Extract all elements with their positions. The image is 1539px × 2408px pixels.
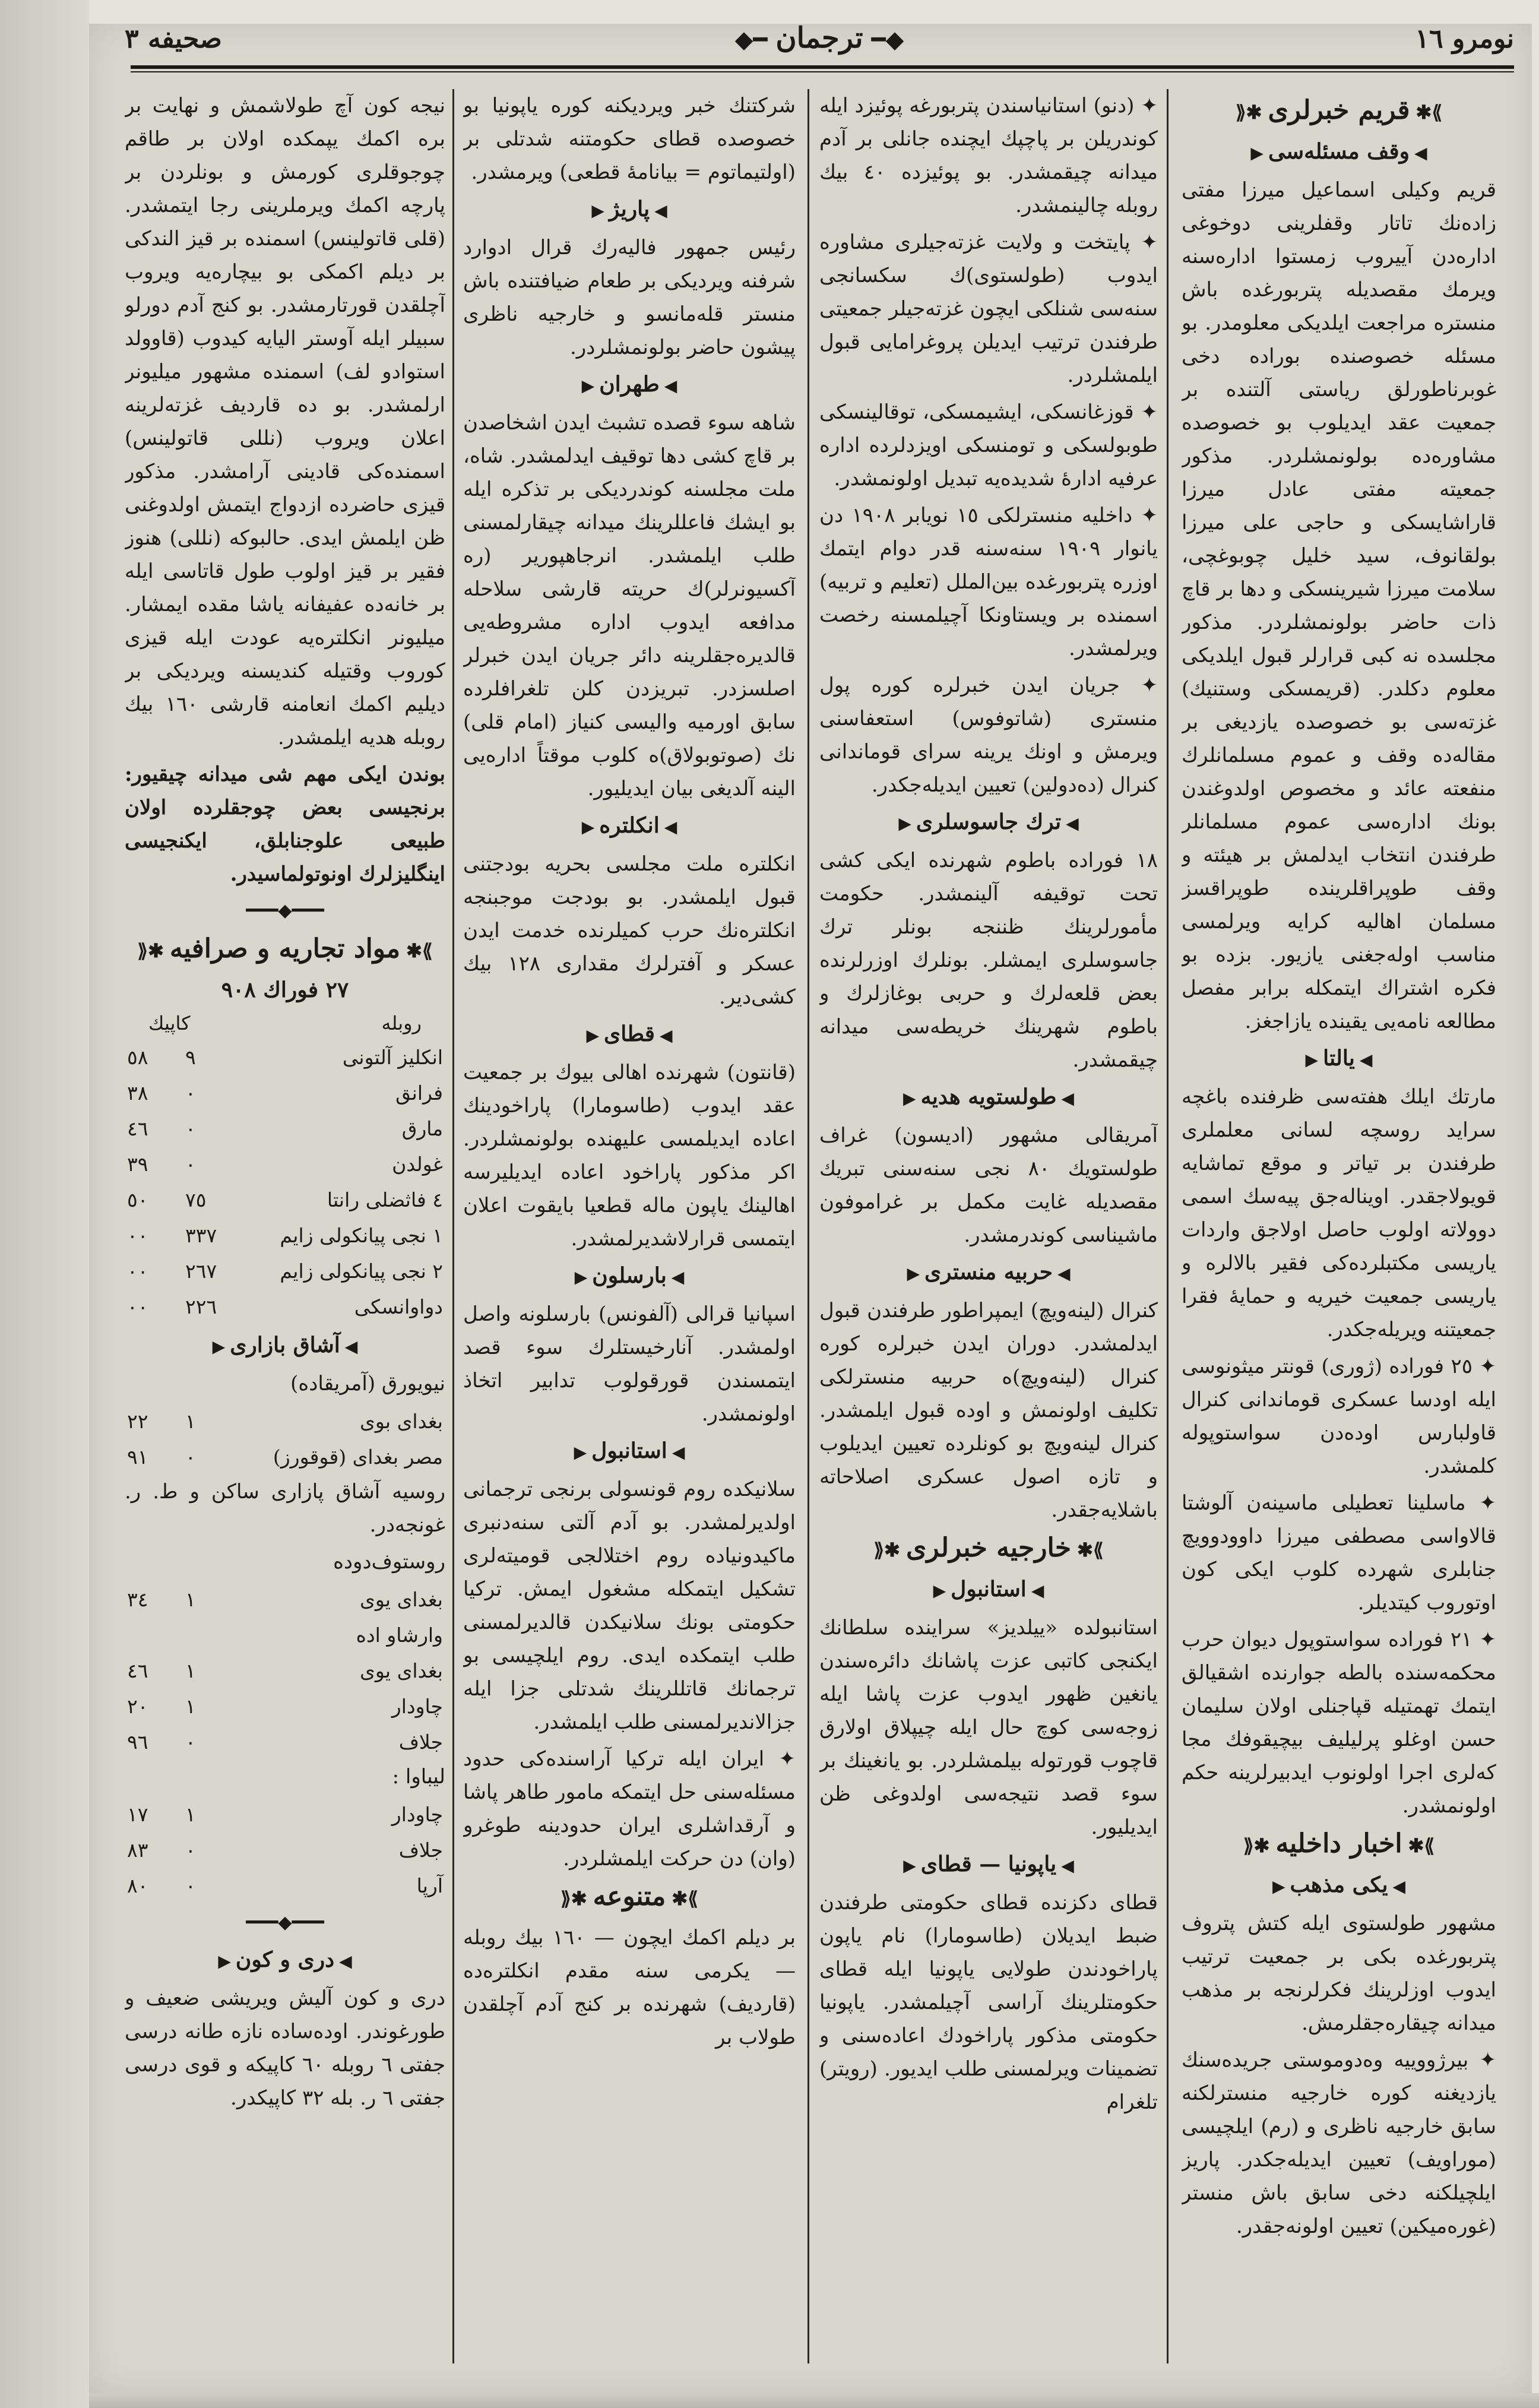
ornament-icon: ◀ bbox=[654, 201, 667, 220]
heading-text: بارسلون bbox=[592, 1263, 667, 1288]
table-row bbox=[125, 1111, 445, 1147]
news-item bbox=[819, 226, 1158, 392]
heading-text: آشاق بازاری bbox=[230, 1333, 340, 1358]
ornament-icon: ▶ bbox=[212, 1337, 226, 1356]
table-row bbox=[125, 1254, 445, 1289]
heading-text: طولستویه هدیه bbox=[920, 1084, 1057, 1109]
rate-rubles: ٠ bbox=[185, 1153, 196, 1176]
header-rule bbox=[131, 71, 1514, 72]
heading-text: مواد تجاریه و صرافیه bbox=[169, 934, 401, 964]
table-row bbox=[125, 1439, 445, 1475]
news-text: (دنو) استانیاسندن پتربورغه پوئیزد ایله کوندریلن بر پاچپك ایچنده جانلی بر آدم میدانه چیقمشدر. بو پوئیزده ٤٠ بیك روبله چالینمشدر. bbox=[819, 94, 1158, 217]
article-heading bbox=[463, 809, 796, 844]
ornament-icon: ◀ bbox=[1414, 143, 1427, 163]
column-1 bbox=[1182, 89, 1496, 2381]
heading-text: پاریژ bbox=[609, 197, 650, 222]
bullet-icon: ✦ bbox=[1468, 2048, 1496, 2072]
ornament-icon: ▶ bbox=[586, 1026, 600, 1045]
table-row bbox=[125, 1653, 445, 1689]
ornament-icon: ✱⟪ bbox=[873, 1539, 900, 1561]
grain-kopeks: ٨٠ bbox=[127, 1874, 148, 1897]
heading-text: استانبول bbox=[591, 1438, 667, 1463]
divider-ornament: ━━━◆━━━ bbox=[246, 1912, 324, 1933]
divider-ornament: ━━━◆━━━ bbox=[246, 900, 324, 921]
grain-kopeks: ٩٦ bbox=[127, 1730, 148, 1754]
bullet-icon: ✦ bbox=[1465, 1491, 1496, 1515]
article-heading bbox=[819, 1847, 1158, 1882]
article-text: قریم وکیلی اسماعیل میرزا مفتی زاده‌نك تاتار وقفلرینی دوخوغی اداره‌دن آییروب زمستوا اداره‌سنه ویرمك مقصدیله پتربورغده باش منستره مراجعت ایلدیکی معلومدر. بو مسئله خصوصنده بوراده دخی غوبرناطورلق ریاستی آلتنده بر جمعیت عقد ایدیلوب بو خصوصده مشاوره‌ده بولونمشلردر. مذکور جمعیته مفتی عادل میرزا قاراشایسکی و حاجی علی میرزا بولقانوف، سید خلیل چوبوغچی، سلامت میرزا شیرینسکی و دها بر قاچ ذات حاضر بولونمشلردر. مذکور مجلسده نه کبی قرارلر قبول ایلدیکی معلوم دکلدر. (قریمسکی وستنیك) غزته‌سی بو خصوصده یازدیغی بر مقاله‌ده وقف و عموم مسلمانلرك منفعته عائد و مخصوص اولدوغندن بونك اداره‌سی عموم مسلمانلر طرفندن انتخاب ایدلمش بر هیئته و وقف طوپراقلرینده طوپراقسز مسلمان اهالیه کرایه ویرلمسی مناسب اوله‌جغنی یازیور. بزده بو فکره اشتراك ایتمکله برابر مفصل مطالعه نامه‌یی یقینده یازاجغز. bbox=[1182, 178, 1496, 1033]
news-text: جریان ایدن خبرلره کوره پول منستری (شاتوفوس) استعفاسنی ویرمش و اونك یرینه سرای قوماندانی کنرال (ده‌دولین) تعیین ایدیله‌جکدر. bbox=[819, 673, 1158, 797]
news-text: ماسلینا تعطیلی ماسینه‌ن آلوشتا قالاواسی مصطفی میرزا داوودوویچ جنابلری شهرده کلوب ایکی کون اوتوروب کیتدیلر. bbox=[1182, 1491, 1496, 1615]
rate-name: ٤ فاثضلی رانتا bbox=[327, 1188, 443, 1211]
ornament-icon: ✱⟪ bbox=[137, 939, 164, 962]
table-row bbox=[125, 1868, 445, 1904]
bullet-icon: ✦ bbox=[1472, 1628, 1496, 1651]
ornament-icon: ◀ bbox=[339, 1951, 352, 1971]
table-row bbox=[125, 1724, 445, 1760]
grain-rubles: ١ bbox=[185, 1659, 196, 1682]
article-heading bbox=[819, 1572, 1158, 1608]
ornament-icon: ⟫✱ bbox=[672, 1887, 698, 1910]
market-label: روستوف‌دوده bbox=[333, 1550, 445, 1574]
news-text: بیرژووییه وه‌دوموستی جریده‌سنك یازدیغنه کوره خارجیه منسترلکنه سابق خارجیه ناظری و (رم) ایلچیسی (موراویف) تعیین ایدیله‌جکدر. پاریز ایلچیلکنه دخی سابق باش منستر (غوره‌میکین) تعیین اولونه‌جقدر. bbox=[1182, 2048, 1496, 2238]
ornament-icon: ⟫✱ bbox=[406, 939, 433, 962]
ornament-icon: ▶ bbox=[574, 1442, 587, 1462]
news-text: قوزغانسکی، ایشیمسکی، توقالینسکی طوبولسکی و تومنسکی اویزدلرده اداره عرفیه ادارهٔ شدیده‌یه تبدیل اولونمشدر. bbox=[819, 400, 1158, 491]
grain-name: جلاف bbox=[398, 1730, 443, 1754]
article-text: اسپانیا قرالی (آلفونس) بارسلونه واصل اولمشدر. آنارخیستلرك سوء قصد ایتمسندن قورقولوب تدابیر اتخاذ اولونمشدر. bbox=[463, 1302, 796, 1426]
article-heading bbox=[819, 805, 1158, 840]
masthead-title: ترجمان bbox=[775, 21, 863, 55]
ornament-icon: ⟫✱ bbox=[1416, 101, 1443, 124]
table-row bbox=[125, 1404, 445, 1439]
ornament-icon: ▶ bbox=[933, 1581, 946, 1600]
grain-name: مصر بغدای (قوقورز) bbox=[273, 1445, 443, 1469]
news-text: ٢٥ فوراده (ژوری) قونتر میثونوسی ایله اودسا عسکری قوماندانی کنرال قاولبارس اوده‌دن سواستوپوله کلمشدر. bbox=[1182, 1355, 1496, 1478]
column-divider bbox=[452, 89, 454, 2363]
news-item bbox=[463, 1742, 796, 1875]
article-heading bbox=[819, 1255, 1158, 1290]
table-row bbox=[125, 1797, 445, 1833]
article-heading bbox=[819, 1080, 1158, 1115]
article-heading bbox=[125, 1943, 445, 1978]
grain-rubles: ٠ bbox=[185, 1445, 196, 1469]
news-item bbox=[819, 395, 1158, 495]
heading-text: دری و کون bbox=[235, 1947, 335, 1972]
ornament-icon: ◀ bbox=[1066, 814, 1079, 833]
ornament-icon: ━◆ bbox=[734, 26, 768, 53]
ornament-icon: ◀ bbox=[1057, 1264, 1071, 1283]
grain-rubles: ٠ bbox=[185, 1730, 196, 1754]
ornament-icon: ▶ bbox=[1272, 1877, 1285, 1896]
article-text: (قانتون) شهرنده اهالی بیوك بر جمعیت عقد ایدوب (طاسومارا) پاراخودینك اعاده ایدیلمسی علیهنده بولونمشلردر. اکر مذکور پاراخود اعاده ایدیلیرسه اهالینك یاپون ماله قطعیا بایقوت اعلان ایتمسی قرارلاشدیرلمشدر. bbox=[463, 1061, 796, 1251]
news-text: پایتخت و ولایت غزته‌جیلری مشاوره ایدوب (طولستوی)‌ك سکسانجی سنه‌سی شنلکی ایچون غزته‌جیلر جمعیتی طرفندن ترتیب ایدیلن پروغرامایی قبول ایلمشلردر. bbox=[819, 230, 1158, 387]
ornament-icon: ▶ bbox=[903, 1088, 916, 1108]
section-heading bbox=[1182, 94, 1496, 129]
ornament-icon: ◀ bbox=[1392, 1877, 1406, 1896]
column-divider bbox=[808, 89, 809, 2363]
heading-text: استانبول bbox=[951, 1577, 1027, 1602]
market-label: لیباوا : bbox=[392, 1765, 445, 1789]
ornament-icon: ◀ bbox=[664, 376, 677, 395]
grain-name: آرپا bbox=[416, 1874, 443, 1897]
grain-rubles: ٠ bbox=[185, 1874, 196, 1897]
column-4 bbox=[125, 89, 445, 2381]
ornament-icon: ✱⟪ bbox=[1235, 101, 1262, 124]
grain-rubles: ١ bbox=[185, 1588, 196, 1611]
rate-kopeks: ٠٠ bbox=[127, 1260, 148, 1283]
rate-rubles: ٧٥ bbox=[185, 1188, 207, 1211]
heading-text: قریم خبرلری bbox=[1268, 95, 1410, 125]
rate-kopeks: ٠٠ bbox=[127, 1224, 148, 1247]
grain-kopeks: ٩١ bbox=[127, 1445, 148, 1469]
article-text: سلانیکده روم قونسولی برنجی ترجمانی اولدیرلمشدر. بو آدم آلتی سنه‌دنبری ماکیدونیاده روم اختلالجی قومیته‌لری تشکیل ایتمکله مشغول ایمش. ترکیا حکومتی بونك سلانیکدن قالدیرلمسنی طلب ایتمکده ایدی. روم ایلچیسی بو ترجمانك قاتللرینك شدتلی جزا ایله جزالاندیرلمسنی طلب ایلمشدر. bbox=[463, 1477, 796, 1734]
rate-rubles: ٣٣٧ bbox=[185, 1224, 217, 1247]
ornament-icon: ◀ bbox=[1061, 1088, 1074, 1108]
article-text: شرکتنك خبر ویردیکنه کوره یاپونیا بو خصوصده قطای حکومتنه شدتلی بر (اولتیماتوم = بیانامهٔ قطعی) ویرمشدر. bbox=[463, 94, 796, 184]
ornament-icon: ◀ bbox=[1359, 1050, 1373, 1069]
heading-text: متنوعه bbox=[593, 1881, 666, 1912]
ornament-icon: ▶ bbox=[907, 1264, 920, 1283]
bullet-icon: ✦ bbox=[1472, 1355, 1496, 1378]
bullet-icon: ✦ bbox=[1119, 673, 1158, 697]
table-row bbox=[125, 1182, 445, 1218]
grain-prices-table bbox=[125, 1797, 445, 1904]
grain-kopeks: ٢٢ bbox=[127, 1410, 148, 1433]
rate-rubles: ٢٦٧ bbox=[185, 1260, 217, 1283]
grain-kopeks: ٣٤ bbox=[127, 1588, 148, 1611]
heading-text: قطای bbox=[604, 1021, 655, 1046]
masthead bbox=[727, 21, 913, 55]
article-text: کنرال (لینه‌ویچ) ایمپراطور طرفندن قبول ایدلمشدر. دوران ایدن خبرلره کوره کنرال (لینه‌ویچ)ه حربیه منسترلکی تکلیف اولونمش و اوده قبول ایلمشدر. کنرال لینه‌ویچ بو کونلرده تعیین ایدیلوب و تازه اصول عسکری اصلاحاته باشلایه‌جقدر. bbox=[819, 1299, 1158, 1522]
article-text: قطای دکزنده قطای حکومتی طرفندن ضبط ایدیلان (طاسومارا) نام یاپون پاراخودندن طولایی یاپونیا ایله قطای حکومتلرینك آراسی آچیلمشدر. یاپونیا حکومتی مذکور پاراخودك اعاده‌سنی و تضمینات ویرلمسنی طلب ایدیور. (رویتر) تلغرام bbox=[819, 1891, 1158, 2114]
column-divider bbox=[1167, 89, 1168, 2363]
rate-kopeks: ٣٩ bbox=[127, 1153, 148, 1176]
bullet-icon: ✦ bbox=[1130, 230, 1158, 254]
page-header bbox=[125, 18, 1514, 65]
grain-name: چاودار bbox=[391, 1695, 443, 1718]
grain-rubles: ١ bbox=[185, 1803, 196, 1826]
article-text: انکلتره ملت مجلسی بحریه بودجتنی قبول ایلمشدر. بو بودجت موجبنجه انکلتره‌نك حرب کمیلرنده خدمت ایدن عسکر و آفترلرك مقداری ١٢٨ بیك کشی‌دیر. bbox=[463, 852, 796, 1009]
ornament-icon: ⟫✱ bbox=[1077, 1539, 1104, 1561]
heading-text: ترك جاسوسلری bbox=[916, 809, 1062, 834]
header-rule bbox=[131, 65, 1514, 69]
ornament-icon: ◀ bbox=[672, 1442, 685, 1462]
article-text: استانبولده «ییلدیز» سراینده سلطانك ایکنجی کاتبی عزت پاشانك دائره‌سندن یانغین ظهور ایدوب عزت پاشا ایله زوجه‌سی کوچ حال ایله چیپلاق اولارق قاچوب قورتوله بیلمشلردر. بو یانغینك بر سوء قصد نتیجه‌سی اولدوغی ظن ایدیلیور. bbox=[819, 1616, 1158, 1839]
article-text: مشهور طولستوی ایله کتش پتروف پتربورغده بکی بر جمعیت ترتیب ایدوب اوزلرینك فکرلرنجه بر مذهب میدانه چیقاره‌جقلرمش. bbox=[1182, 1912, 1496, 2035]
grain-kopeks: ١٧ bbox=[127, 1803, 148, 1826]
bullet-icon: ✦ bbox=[764, 1747, 796, 1771]
heading-text: انکلتره bbox=[599, 813, 660, 838]
news-text: ٢١ فوراده سواستوپول دیوان حرب محکمه‌سنده بالطه جوارنده اشقیالق ایتمك تهمتیله قپاجنلی اولان سلیمان حسن اوغلو پرلیلیف بیچیقوفك مجا که‌لری اجرا اولونوب ایدبیرلرینه حکم اولونمشدر. bbox=[1182, 1628, 1496, 1818]
article-heading bbox=[1182, 135, 1496, 170]
column-2 bbox=[819, 89, 1158, 2381]
section-heading bbox=[125, 932, 445, 967]
article-text: بوندن ایکی مهم شی میدانه چیقیور: برنجیسی بعض چوجقلرده اولان طبیعی علوجنابلق، ایکنجیسی اینگلیزلرك اونوتولماسیدر. bbox=[125, 762, 445, 886]
rate-kopeks: ٥٠ bbox=[127, 1188, 148, 1211]
rate-name: انکلیز آلتونی bbox=[342, 1046, 443, 1069]
rate-rubles: ٠ bbox=[185, 1081, 196, 1105]
grain-prices-table bbox=[125, 1404, 445, 1475]
article-text: مارتك ایلك هفته‌سی ظرفنده باغچه سراید روسچه لسانی معلملری طرفندن بر تیاتر و موقع تماشایه قویولاجقدر. اویناله‌جق پیه‌سك اسمی دوولاته اولوب حاصل اولاجق واردات یاریسی مکتبلرده‌کی فقیر بالالره و یاریسی جمعیت خیریه و حمایهٔ فقرا جمعیتنه ویریله‌جکدر. bbox=[1182, 1085, 1496, 1341]
section-heading bbox=[463, 1880, 796, 1915]
rate-name: فرانق bbox=[395, 1081, 443, 1105]
news-item bbox=[1182, 2043, 1496, 2243]
ornament-icon: ✱⟪ bbox=[1243, 1834, 1270, 1857]
article-text: دری و کون آلیش ویریشی ضعیف و طورغوندر. اوده‌ساده نازه طانه درسی جفتی ٦ روبله ٦٠ کاپیکه و قوی درسی جفتی ٦ ر. بله ٣٢ کاپیکدر. bbox=[125, 1986, 445, 2110]
table-row bbox=[125, 1689, 445, 1724]
grain-kopeks: ٢٠ bbox=[127, 1695, 148, 1718]
section-heading bbox=[1182, 1827, 1496, 1862]
news-item bbox=[1182, 1486, 1496, 1619]
table-row bbox=[125, 1075, 445, 1111]
column-3 bbox=[463, 89, 796, 2381]
ornament-icon: ▶ bbox=[1305, 1050, 1319, 1069]
article-heading bbox=[463, 368, 796, 403]
rate-name: ١ نجی پیانکولی زایم bbox=[280, 1224, 443, 1247]
table-row bbox=[125, 1582, 445, 1618]
rates-date: ٢٧ فوراك ٩٠٨ bbox=[221, 977, 349, 1002]
ornament-icon: ◀ bbox=[659, 1026, 673, 1045]
rate-name: مارق bbox=[401, 1117, 443, 1140]
ornament-icon: ▶ bbox=[574, 1267, 588, 1287]
news-item bbox=[1182, 1350, 1496, 1483]
article-text: بر دیلم اکمك ایچون — ١٦٠ بیك روبله — یکرمی سنه مقدم انکلتره‌ده (قاردیف) شهرنده بر کنج آدم آچلقدن طولاب بر bbox=[463, 1926, 796, 2049]
heading-text: طهران bbox=[599, 372, 660, 397]
page-number: نومرو ١٦ bbox=[1415, 24, 1514, 54]
table-row bbox=[125, 1618, 445, 1653]
heading-text: حربیه منستری bbox=[924, 1260, 1053, 1284]
market-label: نیویورق (آمریقاده) bbox=[290, 1372, 445, 1396]
grain-name: جلاف bbox=[398, 1839, 443, 1862]
ornament-icon: ▶ bbox=[1250, 143, 1264, 163]
article-heading bbox=[1182, 1042, 1496, 1077]
table-row bbox=[125, 1040, 445, 1075]
ornament-icon: ▶ bbox=[581, 817, 595, 837]
bullet-icon: ✦ bbox=[1132, 504, 1158, 527]
grain-name: بغدای یوی bbox=[360, 1659, 443, 1682]
bullet-icon: ✦ bbox=[1133, 400, 1158, 424]
article-text: شاهه سوء قصده تشبث ایدن اشخاصدن بر قاچ کشی دها توقیف ایدلمشدر. شاه، ملت مجلسنه کوندردیکی بر تذکره ایله بو ایشك فاعللرینك میدانه چیقارلمسنی طلب ایلمشدر. انرجاهپوریر (ره آکسیونرلر)‌ك حریته قارشی سلاحله مدافعه ایدوب اداره مشروطه‌یی قالدیره‌جقلرینه دائر جریان ایدن خبرلر اصلسزدر. تبریزدن کلن تلغرافلرده سابق اورمیه والیسی کنیاز (امام قلی) نك (صوتوبولاق)ه کلوب موقتاً اداره‌یی الینه آلدیغی بیان ایدیلیور. bbox=[463, 411, 796, 800]
table-row bbox=[125, 1218, 445, 1254]
rate-kopeks: ٣٨ bbox=[127, 1081, 148, 1105]
article-heading bbox=[463, 1017, 796, 1052]
grain-name: بغدای یوی bbox=[360, 1588, 443, 1611]
article-text: نیجه کون آچ طولاشمش و نهایت بر بره اکمك یپمکده اولان بر طاقم چوجوقلری کورمش و بونلردن بر پارچه اکمك ویرملرینی رجا ایتمشدر. (قلی قاتولینس) اسمنده بر قیز الندکی بر دیلم اکمکی بو بیچاره‌یه ویروب آچلقدن قورتارمشدر. بو کنج آدم دورلو سبیلر ایله آوستر الیایه کیدوب (قاوولد استوادو لف) اسمنده مشهور میلیونر ارلمشدر. بو ده قاردیف غزته‌لرینه اعلان ویروب (نللی قاتولینس) اسمنده‌کی قادینی آرامشدر. مذکور قیزی حاضرده ازدواج ایتمش اولدوغنی ظن ایلمش ایدی. حالبوکه (نللی) هنوز فقیر بر قیز اولوب طول قاتاسی ایله بر خانه‌ده عفیفانه یاشا مقده ایمشار. میلیونر انکلتره‌یه عودت ایله قیزی کوروب وقتیله کندیسنه ویردیکی بر دیلیم اکمك انعامنه قارشی ١٦٠ بیك روبله هدیه ایلمشدر. bbox=[125, 94, 445, 749]
article-text: آمریقالی مشهور (ادیسون) غراف طولستویك ٨٠ نجی سنه‌سنی تبریك مقصدیله غایت مکمل بر غراموفون ماشیناسی کوندرمشدر. bbox=[819, 1124, 1158, 1247]
ornament-icon: ◀ bbox=[671, 1267, 685, 1287]
grain-rubles bbox=[183, 1618, 241, 1653]
table-row bbox=[125, 1289, 445, 1325]
grain-kopeks bbox=[125, 1618, 183, 1653]
exchange-rates-table bbox=[125, 1040, 445, 1325]
news-item bbox=[819, 669, 1158, 802]
ornament-icon: ▶ bbox=[903, 1856, 916, 1875]
news-item bbox=[1182, 1623, 1496, 1822]
article-heading bbox=[463, 192, 796, 227]
heading-text: وقف مسئله‌سی bbox=[1268, 139, 1410, 164]
article-text: رئیس جمهور فالیه‌رك قرال ادوارد شرفنه ویردیکی بر طعام ضیافتنده باش منستر قله‌مانسو و خارجیه ناظری پیشون حاضر بولونمشلردر. bbox=[463, 236, 796, 359]
article-heading bbox=[463, 1259, 796, 1294]
heading-text: خارجیه خبرلری bbox=[905, 1533, 1072, 1563]
page-margin bbox=[0, 0, 89, 2408]
news-item bbox=[819, 499, 1158, 665]
heading-text: یاپونیا — قطای bbox=[920, 1852, 1057, 1877]
table-row bbox=[125, 1147, 445, 1182]
rate-kopeks: ٥٨ bbox=[127, 1046, 148, 1069]
table-row bbox=[125, 1833, 445, 1868]
section-heading bbox=[819, 1531, 1158, 1567]
news-text: ایران ایله ترکیا آراسنده‌کی حدود مسئله‌سنی حل ایتمکه مامور طاهر پاشا و آرقداشلری ایران حدودینه طوغرو (وان) دن حرکت ایلمشلردر. bbox=[463, 1747, 796, 1871]
page-bottom-edge bbox=[89, 2393, 1539, 2408]
page-label: صحیفه ٣ bbox=[125, 24, 222, 54]
rate-name: ٢ نجی پیانکولی زایم bbox=[280, 1260, 443, 1283]
ornament-icon: ✱⟪ bbox=[560, 1887, 587, 1910]
news-item bbox=[819, 89, 1158, 222]
news-text: داخلیه منسترلکی ١٥ نویابر ١٩٠٨ دن یانوار ١٩٠٩ سنه‌سنه قدر دوام ایتمك اوزره پتربورغده بین‌الملل (تعلیم و تربیه) اسمنده بر ویستاونکا آچیلمسنه رخصت ویرلمشدر. bbox=[819, 504, 1158, 660]
grain-rubles: ١ bbox=[185, 1410, 196, 1433]
article-heading bbox=[463, 1434, 796, 1469]
bullet-icon: ✦ bbox=[1134, 94, 1158, 118]
market-note: روسیه آشاق پازاری ساکن و ط. ر. غونجه‌در. bbox=[125, 1480, 445, 1537]
rate-kopeks: ٤٦ bbox=[127, 1117, 148, 1140]
article-text: ١٨ فوراده باطوم شهرنده ایکی کشی تحت توقیفه آلینمشدر. حکومت مأمورلرینك ظننجه بونلر ترك جاسوسلری ایمشلر. بونلرك اوزرلرنده بعض قلعه‌لرك و حربی بوغازلرك و باطوم شهرینك خریطه‌سی میدانه چیقمشدر. bbox=[819, 849, 1158, 1072]
ornament-icon: ◀ bbox=[1061, 1856, 1074, 1875]
ornament-icon: ⟫✱ bbox=[1408, 1834, 1435, 1857]
ornament-icon: ◆━ bbox=[871, 26, 904, 53]
ornament-icon: ▶ bbox=[581, 376, 595, 395]
grain-name: چاودار bbox=[391, 1803, 443, 1826]
article-heading bbox=[125, 1328, 445, 1363]
rate-rubles: ٠ bbox=[185, 1117, 196, 1140]
rate-rubles: ٩ bbox=[185, 1046, 196, 1069]
heading-text: یکی مذهب bbox=[1290, 1872, 1388, 1897]
heading-text: یالتا bbox=[1323, 1046, 1355, 1071]
ornament-icon: ◀ bbox=[344, 1337, 358, 1356]
grain-kopeks: ٨٣ bbox=[127, 1839, 148, 1862]
col-kopeks: کاپیك bbox=[148, 1012, 191, 1034]
grain-kopeks: ٤٦ bbox=[127, 1659, 148, 1682]
rates-header bbox=[125, 1007, 445, 1040]
grain-rubles: ١ bbox=[185, 1695, 196, 1718]
heading-text: اخبار داخلیه bbox=[1275, 1828, 1402, 1859]
article-heading bbox=[1182, 1868, 1496, 1903]
grain-name: وارشاو اده bbox=[356, 1624, 443, 1647]
rate-rubles: ٢٢٦ bbox=[185, 1295, 217, 1318]
col-rubles: روبله bbox=[381, 1012, 422, 1034]
grain-rubles: ٠ bbox=[185, 1839, 196, 1862]
ornament-icon: ◀ bbox=[1031, 1581, 1044, 1600]
rate-name: غولدن bbox=[392, 1153, 443, 1176]
ornament-icon: ▶ bbox=[591, 201, 604, 220]
ornament-icon: ▶ bbox=[218, 1951, 231, 1971]
rate-name: دواوانسکی bbox=[354, 1295, 443, 1318]
grain-name: بغدای بوی bbox=[360, 1410, 443, 1433]
rate-kopeks: ٠٠ bbox=[127, 1295, 148, 1318]
ornament-icon: ▶ bbox=[898, 814, 911, 833]
ornament-icon: ◀ bbox=[664, 817, 677, 837]
grain-prices-table bbox=[125, 1582, 445, 1760]
